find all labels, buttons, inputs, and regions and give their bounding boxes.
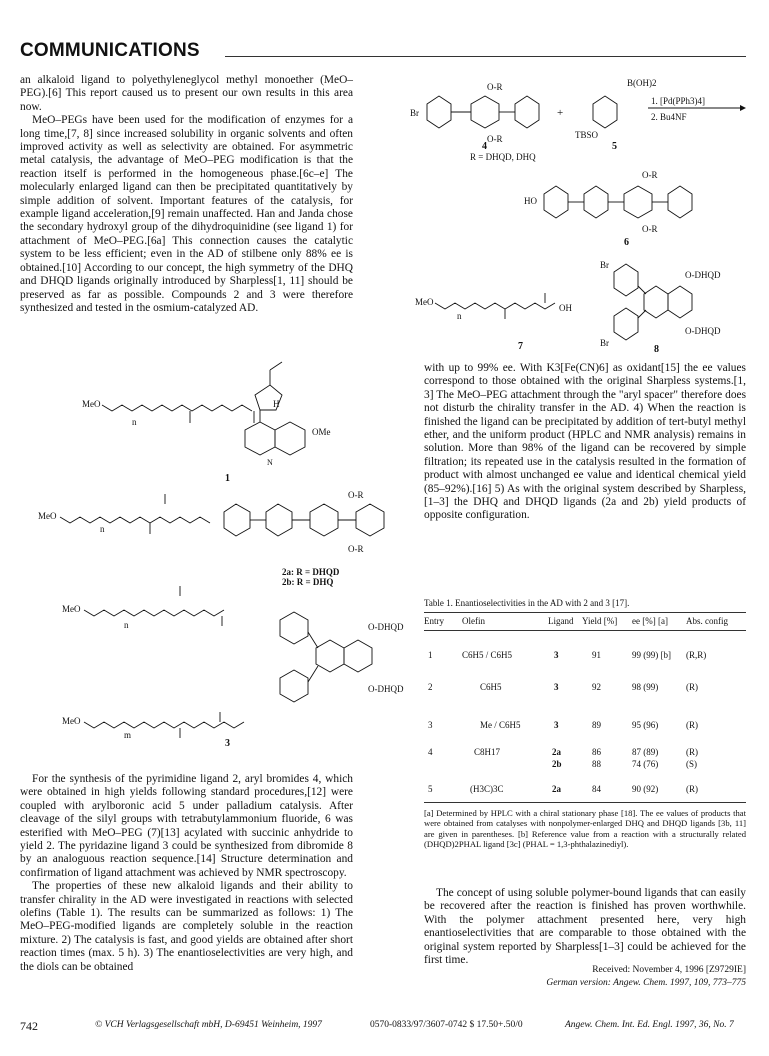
cell-olefin: (H3C)3C [470, 784, 504, 794]
scheme-4-5 [405, 80, 745, 170]
cell-entry: 2 [428, 682, 433, 692]
odhqd-label: O-DHQD [368, 684, 404, 694]
paragraph: an alkaloid ligand to polyethyleneglycol methyl monoether (MeO–PEG).[6] This report caused us to present our own results in this area now. [20, 74, 353, 113]
journal-citation: Angew. Chem. Int. Ed. Engl. 1997, 36, No. 7 [565, 1020, 734, 1030]
compound-label-8: 8 [654, 344, 659, 355]
cell-ligand: 2a [552, 784, 561, 794]
odhqd-label: O-DHQD [685, 270, 721, 280]
col-header: Entry [424, 616, 444, 626]
cell-ee: 90 (92) [632, 784, 659, 794]
svg-text:N: N [267, 458, 273, 467]
paragraph: The properties of these new alkaloid ligands and their ability to transfer chirality in the AD were investigated in reactions with selected olefins (Table 1). The results can be summarized as follows: 1) The MeO–PEG-modified ligands are completely soluble in the reaction mixture. 2) The catalysis is fast, and good yields are obtained after short reaction times (max. 5 h). 3) The enantioselectivities are very high, and the diols can be obtained [20, 880, 353, 973]
structure-3 [20, 590, 420, 760]
structure-8 [600, 258, 750, 353]
right-column-top [424, 362, 746, 523]
n-label: n [457, 311, 462, 321]
table-caption: Table 1. Enantioselectivities in the AD with 2 and 3 [17]. [424, 598, 630, 608]
cell-config: (R) [686, 747, 698, 757]
col-header: ee [%] [a] [632, 616, 668, 626]
copyright: © VCH Verlagsgesellschaft mbH, D-69451 Weinheim, 1997 [95, 1020, 322, 1030]
section-title: COMMUNICATIONS [20, 40, 200, 61]
cell-yield: 86 [592, 747, 601, 757]
n-label: n [124, 620, 129, 630]
n-label: n [100, 524, 105, 534]
col-header: Abs. config [686, 616, 728, 626]
cell-entry: 5 [428, 784, 433, 794]
compound-label-1: 1 [225, 473, 230, 484]
meo-label: MeO [415, 297, 434, 307]
or-label: O-R [642, 224, 658, 234]
paragraph: MeO–PEGs have been used for the modification of enzymes for a long time,[7, 8] since increased solubility in organic solvents and often improved activity as well as selectivity are obtained. For asymmetric metal catalysis, the advantage of MeO–PEG modification is that the reaction itself is performed in the homogeneous phase.[6c–e] The molecularly enlarged ligand can then be precipitated quantitatively by simple addition of solvent. Important features of the catalysis, for example ligand acceleration,[9] remain unaffected. Han and Janda chose the secondary hydroxyl group of the dihydroquinidine (see ligand 1) for attachment of MeO–PEG.[6a] This connection causes the catalytic system to be less efficient; even in the AD of stilbene only 88% ee is obtained.[10] According to our concept, the high symmetry of the DHQ and DHQD ligands originally introduced by Sharpless[1, 11] should be preserved as far as possible. Compounds 2 and 3 were therefore synthesized and tested in the osmium-catalyzed AD. [20, 114, 353, 314]
odhqd-label: O-DHQD [368, 622, 404, 632]
compound-label-3: 3 [225, 738, 230, 749]
cell-config: (R) [686, 720, 698, 730]
structure-7 [415, 275, 575, 335]
running-header [20, 40, 746, 62]
n-label: n [132, 417, 137, 427]
paragraph: with up to 99% ee. With K3[Fe(CN)6] as oxidant[15] the ee values correspond to those obtained with the original Sharpless systems.[1, 3] The MeO–PEG attachment through the "aryl spacer" therefore does not disturb the chirality transfer in the AD. 4) When the reaction is finished the ligand can be precipitated by addition of tert-butyl methyl ether, and the uniform product (HPLC and NMR analysis) remains in solution. More than 98% of the ligand can be recovered by simple filtration; its repeated use in the catalysis resulted in the formation of product with almost unchanged ee value and identical chemical yield (85–92%).[16] 5) As with the original system described by Sharpless,[1–3] the DHQ and DHQD ligands (2a and 2b) yield products of opposite configuration. [424, 362, 746, 522]
br-label: Br [600, 338, 609, 348]
compound-label-7: 7 [518, 341, 523, 352]
received-date: Received: November 4, 1996 [Z9729IE] [592, 965, 746, 975]
reagent-step-2: 2. Bu4NF [651, 112, 687, 122]
paragraph: The concept of using soluble polymer-bound ligands that can easily be recovered after the reaction is finished has proven worthwhile. With the polymer attachment presented here, very high enantioselectivities that are comparable to those obtained with the original system reported by Sharpless[1–3] could be achieved for the first time. [424, 887, 746, 967]
or-label: O-R [348, 490, 364, 500]
cell-entry: 1 [428, 650, 433, 660]
meo-label: MeO [62, 604, 81, 614]
boronic-acid-label: B(OH)2 [627, 78, 657, 88]
br-label: Br [410, 108, 419, 118]
cell-ee: 74 (76) [632, 759, 659, 769]
cell-ligand: 3 [554, 720, 559, 730]
or-label: O-R [487, 82, 503, 92]
compound-label-2b: 2b: R = DHQ [282, 577, 334, 587]
ho-label: HO [524, 196, 537, 206]
h-label: H [273, 399, 280, 409]
cell-entry: 4 [428, 747, 433, 757]
or-label: O-R [487, 134, 503, 144]
structure-6 [520, 170, 750, 240]
cell-ligand: 2b [552, 759, 562, 769]
cell-ee: 87 (89) [632, 747, 659, 757]
header-rule [225, 56, 746, 57]
paragraph: For the synthesis of the pyrimidine ligand 2, aryl bromides 4, which were obtained in high yields following standard procedures,[12] were coupled with arylboronic acid 5 under palladium catalysis. After cleavage of the silyl groups with tetrabutylammonium fluoride, 6 was esterified with MeO–PEG (7)[13] acylated with succinic anhydride to yield 2. The pyridazine ligand 3 could be synthesized from dibromide 8 by an analoguous reaction sequence.[14] Structure determination and confirmation of ligand attachment was achieved by NMR spectroscopy. [20, 773, 353, 879]
cell-config: (R) [686, 784, 698, 794]
compound-label-5: 5 [612, 141, 617, 152]
cell-olefin: Me / C6H5 [480, 720, 521, 730]
german-version: German version: Angew. Chem. 1997, 109, 773–775 [546, 978, 746, 988]
structure-2 [20, 490, 420, 580]
m-label: m [124, 730, 132, 740]
table-rule-top [424, 612, 746, 613]
cell-olefin: C6H5 [480, 682, 502, 692]
cell-yield: 92 [592, 682, 601, 692]
or-label: O-R [642, 170, 658, 180]
ome-label: OMe [312, 427, 331, 437]
col-header: Ligand [548, 616, 574, 626]
col-header: Olefin [462, 616, 485, 626]
cell-config: (R) [686, 682, 698, 692]
cell-ligand: 3 [554, 682, 559, 692]
cell-olefin: C6H5 / C6H5 [462, 650, 513, 660]
compound-label-6: 6 [624, 237, 629, 248]
table-footnote: [a] Determined by HPLC with a chiral stationary phase [18]. The ee values of products that were obtained from catalyses with nonpolymer-enlarged DHQ and DHQD ligands [3b, 11] are given in parentheses. [b] Reference value from a reaction with a structurally related (DHQD)2PHAL ligand [3c] (PHAL = 1,3-phthalazinediyl). [424, 808, 746, 850]
cell-entry: 3 [428, 720, 433, 730]
table-1 [424, 598, 746, 608]
oh-label: OH [559, 303, 572, 313]
issn: 0570-0833/97/3607-0742 $ 17.50+.50/0 [370, 1020, 523, 1030]
compound-label-4: 4 [482, 141, 487, 152]
cell-ligand: 2a [552, 747, 561, 757]
r-definition: R = DHQD, DHQ [470, 152, 536, 162]
left-column-top [20, 74, 353, 315]
page-number: 742 [20, 1019, 38, 1033]
tbso-label: TBSO [575, 130, 599, 140]
cell-ee: 95 (96) [632, 720, 659, 730]
left-column-bottom [20, 773, 353, 974]
table-rule-bottom [424, 802, 746, 803]
cell-yield: 84 [592, 784, 601, 794]
meo-label: MeO [38, 511, 57, 521]
table-rule-header [424, 630, 746, 631]
plus-sign: + [557, 107, 564, 119]
odhqd-label: O-DHQD [685, 326, 721, 336]
right-column-bottom [424, 887, 746, 967]
structure-1 [20, 365, 360, 485]
cell-config: (S) [686, 759, 697, 769]
cell-config: (R,R) [686, 650, 707, 660]
cell-olefin: C8H17 [474, 747, 501, 757]
compound-label-2a: 2a: R = DHQD [282, 567, 340, 577]
cell-yield: 88 [592, 759, 601, 769]
cell-ee: 98 (99) [632, 682, 659, 692]
col-header: Yield [%] [582, 616, 618, 626]
cell-yield: 91 [592, 650, 601, 660]
or-label: O-R [348, 544, 364, 554]
cell-ee: 99 (99) [b] [632, 650, 671, 660]
cell-ligand: 3 [554, 650, 559, 660]
reagent-step-1: 1. [Pd(PPh3)4] [651, 96, 706, 106]
cell-yield: 89 [592, 720, 601, 730]
meo-label: MeO [62, 716, 81, 726]
meo-label: MeO [82, 399, 101, 409]
br-label: Br [600, 260, 609, 270]
